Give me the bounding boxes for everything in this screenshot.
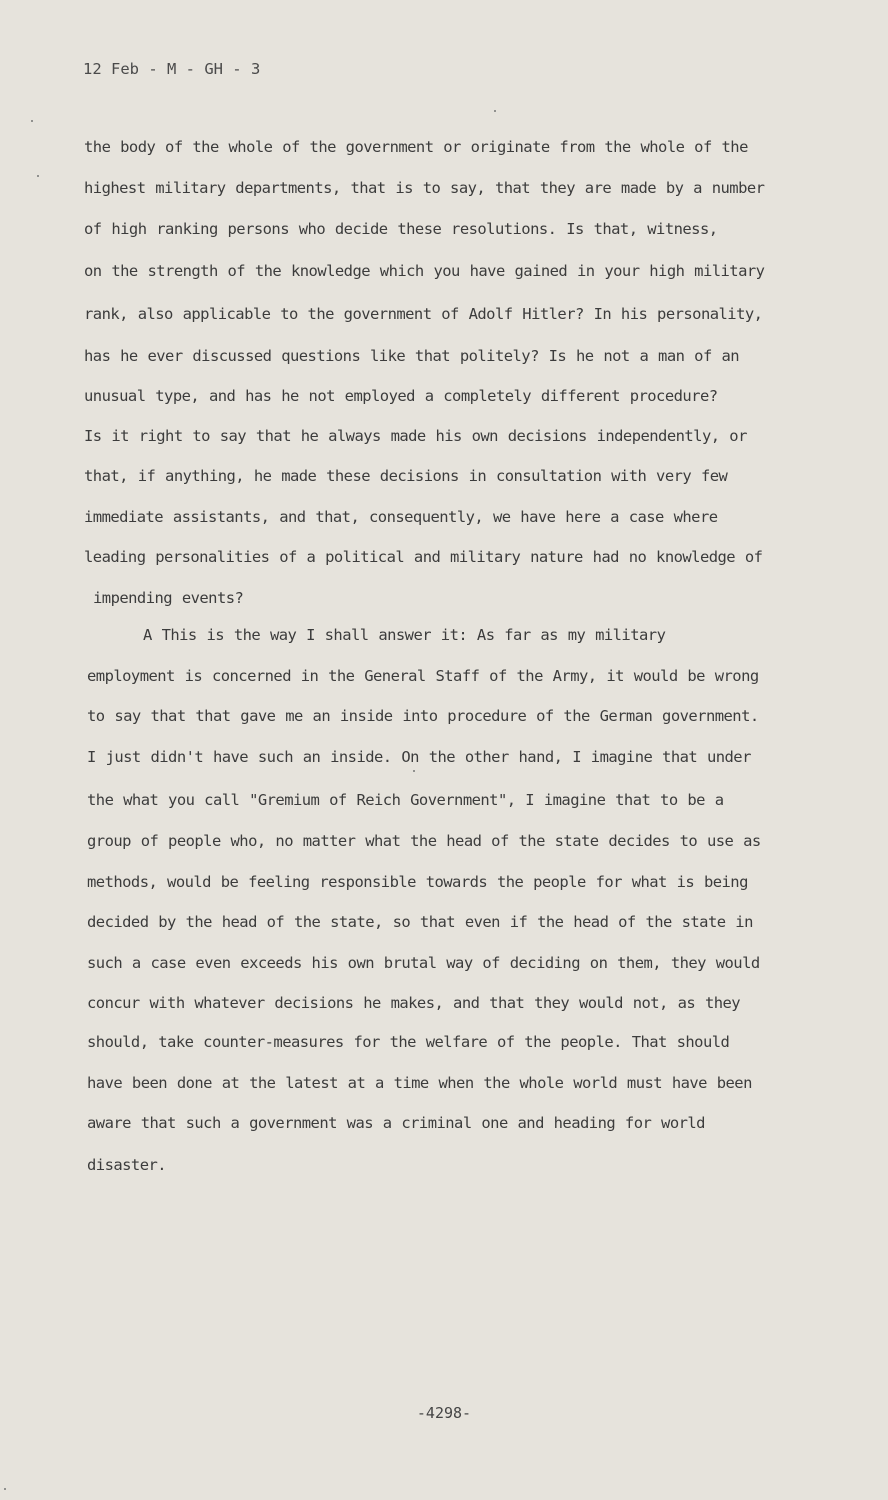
text-line: aware that such a government was a criminal one and heading for world	[87, 1114, 705, 1132]
page-number: -4298-	[416, 1404, 472, 1422]
text-line: such a case even exceeds his own brutal way of deciding on them, they would	[87, 954, 760, 972]
text-line: the what you call "Gremium of Reich Government", I imagine that to be a	[87, 791, 724, 809]
paper-speck	[494, 110, 496, 112]
text-line: A This is the way I shall answer it: As far as my military	[143, 626, 666, 644]
text-line: should, take counter-measures for the welfare of the people. That should	[87, 1033, 730, 1051]
paper-speck	[31, 120, 33, 122]
text-line: unusual type, and has he not employed a completely different procedure?	[84, 387, 718, 405]
paper-speck	[37, 175, 39, 177]
paper-speck	[413, 770, 415, 772]
text-line: impending events?	[93, 589, 244, 607]
text-line: leading personalities of a political and military nature had no knowledge of	[84, 548, 763, 566]
text-line: group of people who, no matter what the head of the state decides to use as	[87, 832, 761, 850]
text-line: the body of the whole of the government or originate from the whole of the	[84, 138, 748, 156]
text-line: on the strength of the knowledge which you have gained in your high military	[84, 262, 765, 280]
text-line: employment is concerned in the General Staff of the Army, it would be wrong	[87, 667, 759, 685]
text-line: has he ever discussed questions like that politely? Is he not a man of an	[84, 347, 740, 365]
text-line: I just didn't have such an inside. On the other hand, I imagine that under	[87, 748, 751, 766]
text-line: Is it right to say that he always made his own decisions independently, or	[84, 427, 747, 445]
page-reference: 12 Feb - M - GH - 3	[83, 60, 261, 78]
text-line: of high ranking persons who decide these resolutions. Is that, witness,	[84, 220, 718, 238]
text-line: rank, also applicable to the government of Adolf Hitler? In his personality,	[84, 305, 763, 323]
text-line: concur with whatever decisions he makes, and that they would not, as they	[87, 994, 741, 1012]
text-line: immediate assistants, and that, consequently, we have here a case where	[84, 508, 718, 526]
text-line: decided by the head of the state, so that even if the head of the state in	[87, 913, 753, 931]
text-line: have been done at the latest at a time when the whole world must have been	[87, 1074, 752, 1092]
text-line: disaster.	[87, 1156, 167, 1174]
text-line: that, if anything, he made these decisions in consultation with very few	[84, 467, 728, 485]
text-line: methods, would be feeling responsible towards the people for what is being	[87, 873, 748, 891]
text-line: highest military departments, that is to say, that they are made by a number	[84, 179, 765, 197]
paper-speck	[4, 1488, 6, 1490]
text-line: to say that that gave me an inside into procedure of the German government.	[87, 707, 759, 725]
